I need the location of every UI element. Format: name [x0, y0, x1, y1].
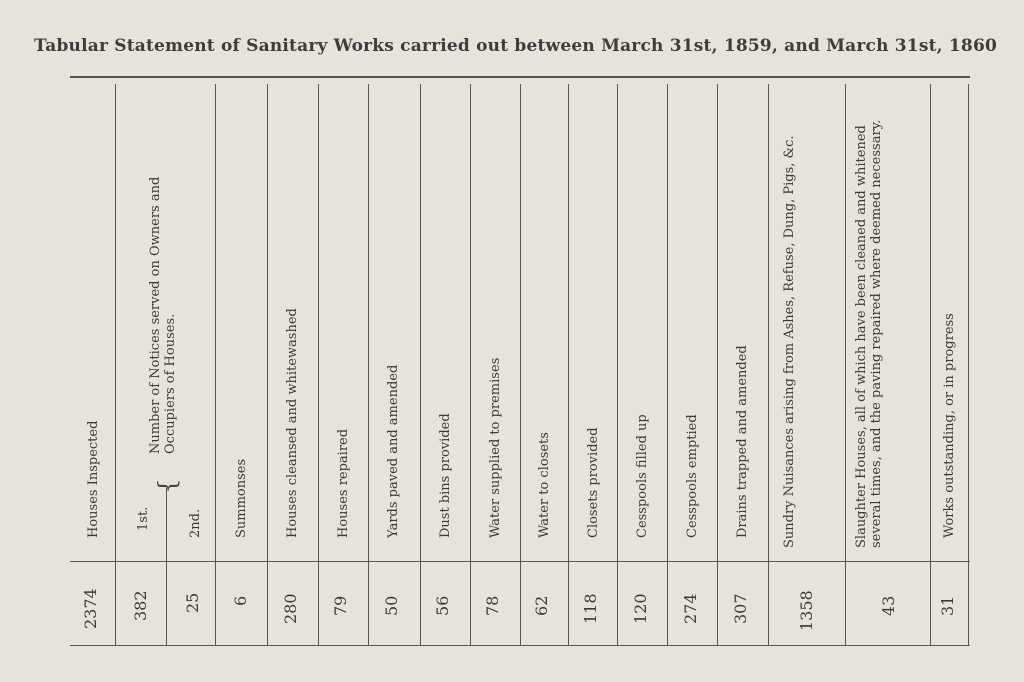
row-label: Water to closets [537, 432, 552, 538]
row-value: 280 [281, 593, 300, 624]
column-divider [845, 84, 846, 646]
row-value: 56 [433, 595, 452, 616]
row-label: Drains trapped and amended [735, 345, 750, 538]
table-top-rule [70, 76, 970, 78]
row-value: 120 [631, 593, 650, 624]
row-label: Slaughter Houses, all of which have been cleaned and whitened several times, and the paving repaired where deemed necessary. [854, 119, 884, 548]
row-label: Houses repaired [336, 428, 351, 538]
notices-first-value: 382 [131, 590, 150, 621]
row-value: 78 [483, 595, 502, 616]
row-value: 31 [938, 595, 957, 616]
column-divider [318, 84, 319, 646]
notices-second-value: 25 [183, 592, 202, 613]
column-divider [470, 84, 471, 646]
row-value: 62 [532, 595, 551, 616]
row-value: 1358 [797, 590, 816, 631]
column-divider [930, 84, 931, 646]
row-label: Houses cleansed and whitewashed [285, 308, 300, 538]
column-divider [166, 488, 167, 646]
row-value: 6 [231, 595, 250, 606]
column-divider [115, 84, 116, 646]
row-value: 307 [731, 593, 750, 624]
row-value: 79 [331, 595, 350, 616]
column-divider [667, 84, 668, 646]
page-title: Tabular Statement of Sanitary Works carried out between March 31st, 1859, and March 31st, 1860 [34, 36, 997, 56]
column-divider [717, 84, 718, 646]
row-label: Dust bins provided [438, 413, 453, 538]
column-divider [215, 84, 216, 646]
row-label: Houses Inspected [86, 420, 101, 538]
row-label: Closets provided [586, 427, 601, 538]
row-value: 274 [681, 593, 700, 624]
column-divider [617, 84, 618, 646]
column-divider [568, 84, 569, 646]
sanitary-works-table [70, 76, 970, 646]
brace-icon: { [153, 478, 182, 494]
notices-second-label: 2nd. [188, 508, 203, 538]
column-divider [520, 84, 521, 646]
row-value: 2374 [81, 588, 100, 629]
row-value: 50 [382, 595, 401, 616]
column-divider [968, 84, 969, 646]
row-label: Cesspools filled up [635, 414, 650, 538]
column-divider [267, 84, 268, 646]
row-label: Yards paved and amended [386, 364, 401, 538]
column-divider [368, 84, 369, 646]
column-divider [420, 84, 421, 646]
row-value: 43 [879, 595, 898, 616]
row-label: Summonses [234, 458, 249, 538]
row-label: Cesspools emptied [685, 414, 700, 538]
row-label: Sundry Nuisances arising from Ashes, Refuse, Dung, Pigs, &c. [782, 135, 797, 548]
notices-first-label: 1st. [136, 506, 151, 531]
row-label: Works outstanding, or in progress [942, 313, 957, 538]
row-value: 118 [581, 593, 600, 624]
notices-label: Number of Notices served on Owners and Occupiers of Houses. [148, 176, 178, 454]
row-label: Water supplied to premises [488, 357, 503, 538]
column-divider [768, 84, 769, 646]
